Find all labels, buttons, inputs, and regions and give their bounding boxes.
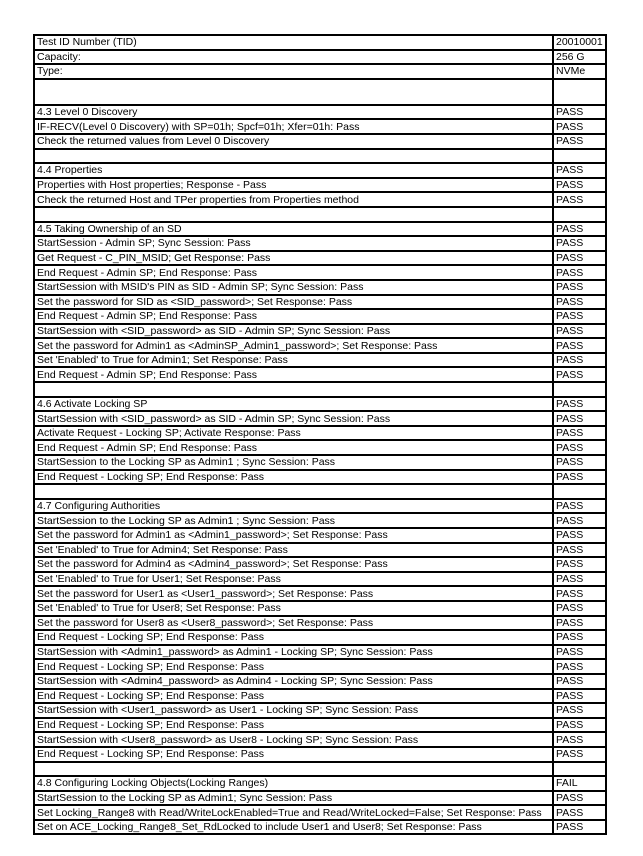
step-label: Activate Request - Locking SP; Activate Response: Pass — [34, 426, 553, 441]
info-row — [34, 64, 606, 79]
step-row — [34, 747, 606, 762]
step-status-badge: PASS — [553, 411, 606, 426]
step-label: StartSession - Admin SP; Sync Session: Pass — [34, 236, 553, 251]
section-title: 4.7 Configuring Authorities — [34, 499, 553, 514]
step-label: Set Locking_Range8 with Read/WriteLockEnabled=True and Read/WriteLocked=False; Set Response: Pass — [34, 805, 553, 820]
step-row — [34, 586, 606, 601]
step-row — [34, 324, 606, 339]
step-label: Set 'Enabled' to True for Admin4; Set Response: Pass — [34, 543, 553, 558]
step-label: Set on ACE_Locking_Range8_Set_RdLocked to include User1 and User8; Set Response: Pass — [34, 820, 553, 835]
section-title: 4.4 Properties — [34, 163, 553, 178]
step-label: IF-RECV(Level 0 Discovery) with SP=01h; Spcf=01h; Xfer=01h: Pass — [34, 119, 553, 134]
field-value: 20010001 — [553, 35, 606, 50]
step-label: End Request - Locking SP; End Response: Pass — [34, 747, 553, 762]
step-label: Set the password for Admin1 as <Admin1_password>; Set Response: Pass — [34, 528, 553, 543]
step-status-badge: PASS — [553, 367, 606, 382]
empty-cell — [553, 382, 606, 397]
section-status-badge: PASS — [553, 499, 606, 514]
step-row — [34, 528, 606, 543]
step-row — [34, 703, 606, 718]
step-row — [34, 367, 606, 382]
step-label: StartSession with <SID_password> as SID - Admin SP; Sync Session: Pass — [34, 411, 553, 426]
step-status-badge: PASS — [553, 645, 606, 660]
step-label: StartSession with <Admin1_password> as Admin1 - Locking SP; Sync Session: Pass — [34, 645, 553, 660]
step-row — [34, 280, 606, 295]
step-status-badge: PASS — [553, 572, 606, 587]
section-row — [34, 105, 606, 120]
step-row — [34, 426, 606, 441]
step-status-badge: PASS — [553, 280, 606, 295]
report-rows — [34, 35, 606, 834]
field-label: Capacity: — [34, 50, 553, 65]
step-label: StartSession to the Locking SP as Admin1; Sync Session: Pass — [34, 791, 553, 806]
spacer-row — [34, 762, 606, 777]
step-status-badge: PASS — [553, 251, 606, 266]
step-label: Set 'Enabled' to True for Admin1; Set Response: Pass — [34, 353, 553, 368]
step-status-badge: PASS — [553, 616, 606, 631]
empty-cell — [553, 207, 606, 222]
step-row — [34, 805, 606, 820]
step-label: Set the password for Admin4 as <Admin4_password>; Set Response: Pass — [34, 557, 553, 572]
step-row — [34, 265, 606, 280]
step-label: End Request - Admin SP; End Response: Pass — [34, 367, 553, 382]
section-status-badge: FAIL — [553, 776, 606, 791]
step-row — [34, 251, 606, 266]
field-value: NVMe — [553, 64, 606, 79]
step-status-badge: PASS — [553, 440, 606, 455]
empty-cell — [34, 79, 553, 105]
empty-cell — [553, 79, 606, 105]
section-title: 4.5 Taking Ownership of an SD — [34, 222, 553, 237]
section-title: 4.6 Activate Locking SP — [34, 397, 553, 412]
section-row — [34, 397, 606, 412]
step-label: End Request - Locking SP; End Response: Pass — [34, 470, 553, 485]
test-report-sheet — [33, 34, 607, 835]
empty-cell — [553, 484, 606, 499]
step-label: Set the password for SID as <SID_password>; Set Response: Pass — [34, 295, 553, 310]
section-row — [34, 222, 606, 237]
step-row — [34, 689, 606, 704]
step-status-badge: PASS — [553, 747, 606, 762]
step-row — [34, 616, 606, 631]
step-row — [34, 630, 606, 645]
step-row — [34, 353, 606, 368]
step-label: StartSession with <SID_password> as SID - Admin SP; Sync Session: Pass — [34, 324, 553, 339]
step-status-badge: PASS — [553, 528, 606, 543]
section-row — [34, 163, 606, 178]
field-label: Type: — [34, 64, 553, 79]
section-status-badge: PASS — [553, 397, 606, 412]
step-row — [34, 440, 606, 455]
step-label: End Request - Admin SP; End Response: Pass — [34, 309, 553, 324]
empty-cell — [34, 382, 553, 397]
step-row — [34, 455, 606, 470]
step-label: End Request - Admin SP; End Response: Pass — [34, 440, 553, 455]
step-label: End Request - Locking SP; End Response: Pass — [34, 718, 553, 733]
step-row — [34, 718, 606, 733]
step-status-badge: PASS — [553, 674, 606, 689]
field-value: 256 G — [553, 50, 606, 65]
step-status-badge: PASS — [553, 513, 606, 528]
step-label: Set the password for User1 as <User1_password>; Set Response: Pass — [34, 586, 553, 601]
step-status-badge: PASS — [553, 324, 606, 339]
step-label: Check the returned Host and TPer properties from Properties method — [34, 192, 553, 207]
step-status-badge: PASS — [553, 586, 606, 601]
empty-cell — [553, 762, 606, 777]
field-label: Test ID Number (TID) — [34, 35, 553, 50]
step-status-badge: PASS — [553, 192, 606, 207]
step-label: StartSession with <User8_password> as User8 - Locking SP; Sync Session: Pass — [34, 732, 553, 747]
step-row — [34, 543, 606, 558]
step-row — [34, 192, 606, 207]
spacer-row — [34, 484, 606, 499]
step-status-badge: PASS — [553, 470, 606, 485]
step-status-badge: PASS — [553, 703, 606, 718]
step-label: StartSession with <User1_password> as User1 - Locking SP; Sync Session: Pass — [34, 703, 553, 718]
step-row — [34, 645, 606, 660]
step-row — [34, 732, 606, 747]
step-row — [34, 236, 606, 251]
step-status-badge: PASS — [553, 338, 606, 353]
empty-cell — [553, 149, 606, 164]
step-row — [34, 572, 606, 587]
section-status-badge: PASS — [553, 105, 606, 120]
section-title: 4.3 Level 0 Discovery — [34, 105, 553, 120]
step-status-badge: PASS — [553, 295, 606, 310]
step-row — [34, 309, 606, 324]
step-label: Get Request - C_PIN_MSID; Get Response: Pass — [34, 251, 553, 266]
step-label: End Request - Admin SP; End Response: Pass — [34, 265, 553, 280]
step-row — [34, 411, 606, 426]
section-status-badge: PASS — [553, 222, 606, 237]
step-status-badge: PASS — [553, 659, 606, 674]
step-status-badge: PASS — [553, 732, 606, 747]
step-status-badge: PASS — [553, 543, 606, 558]
spacer-row — [34, 382, 606, 397]
step-label: Set the password for User8 as <User8_password>; Set Response: Pass — [34, 616, 553, 631]
step-row — [34, 601, 606, 616]
step-row — [34, 659, 606, 674]
empty-cell — [34, 762, 553, 777]
step-label: Properties with Host properties; Response - Pass — [34, 178, 553, 193]
step-label: StartSession to the Locking SP as Admin1 ; Sync Session: Pass — [34, 513, 553, 528]
info-row — [34, 35, 606, 50]
empty-cell — [34, 484, 553, 499]
step-status-badge: PASS — [553, 426, 606, 441]
step-row — [34, 134, 606, 149]
spacer-row — [34, 207, 606, 222]
step-label: StartSession to the Locking SP as Admin1 ; Sync Session: Pass — [34, 455, 553, 470]
empty-cell — [34, 207, 553, 222]
section-row — [34, 499, 606, 514]
step-label: Set 'Enabled' to True for User8; Set Response: Pass — [34, 601, 553, 616]
test-report-table — [33, 34, 607, 835]
step-row — [34, 470, 606, 485]
step-status-badge: PASS — [553, 601, 606, 616]
step-row — [34, 119, 606, 134]
spacer-row — [34, 79, 606, 105]
section-row — [34, 776, 606, 791]
step-label: Check the returned values from Level 0 Discovery — [34, 134, 553, 149]
step-row — [34, 178, 606, 193]
spacer-row — [34, 149, 606, 164]
step-row — [34, 674, 606, 689]
step-status-badge: PASS — [553, 689, 606, 704]
step-row — [34, 338, 606, 353]
info-row — [34, 50, 606, 65]
step-status-badge: PASS — [553, 718, 606, 733]
step-label: Set the password for Admin1 as <AdminSP_Admin1_password>; Set Response: Pass — [34, 338, 553, 353]
step-status-badge: PASS — [553, 119, 606, 134]
step-row — [34, 791, 606, 806]
step-status-badge: PASS — [553, 353, 606, 368]
step-row — [34, 513, 606, 528]
step-row — [34, 820, 606, 835]
step-label: End Request - Locking SP; End Response: Pass — [34, 659, 553, 674]
step-label: End Request - Locking SP; End Response: Pass — [34, 689, 553, 704]
step-status-badge: PASS — [553, 791, 606, 806]
step-status-badge: PASS — [553, 265, 606, 280]
step-status-badge: PASS — [553, 557, 606, 572]
step-status-badge: PASS — [553, 236, 606, 251]
step-status-badge: PASS — [553, 134, 606, 149]
section-title: 4.8 Configuring Locking Objects(Locking Ranges) — [34, 776, 553, 791]
step-row — [34, 295, 606, 310]
step-status-badge: PASS — [553, 178, 606, 193]
step-status-badge: PASS — [553, 630, 606, 645]
section-status-badge: PASS — [553, 163, 606, 178]
step-label: StartSession with <Admin4_password> as Admin4 - Locking SP; Sync Session: Pass — [34, 674, 553, 689]
step-row — [34, 557, 606, 572]
step-status-badge: PASS — [553, 805, 606, 820]
step-status-badge: PASS — [553, 455, 606, 470]
empty-cell — [34, 149, 553, 164]
step-status-badge: PASS — [553, 820, 606, 835]
step-status-badge: PASS — [553, 309, 606, 324]
step-label: Set 'Enabled' to True for User1; Set Response: Pass — [34, 572, 553, 587]
step-label: StartSession with MSID's PIN as SID - Admin SP; Sync Session: Pass — [34, 280, 553, 295]
step-label: End Request - Locking SP; End Response: Pass — [34, 630, 553, 645]
